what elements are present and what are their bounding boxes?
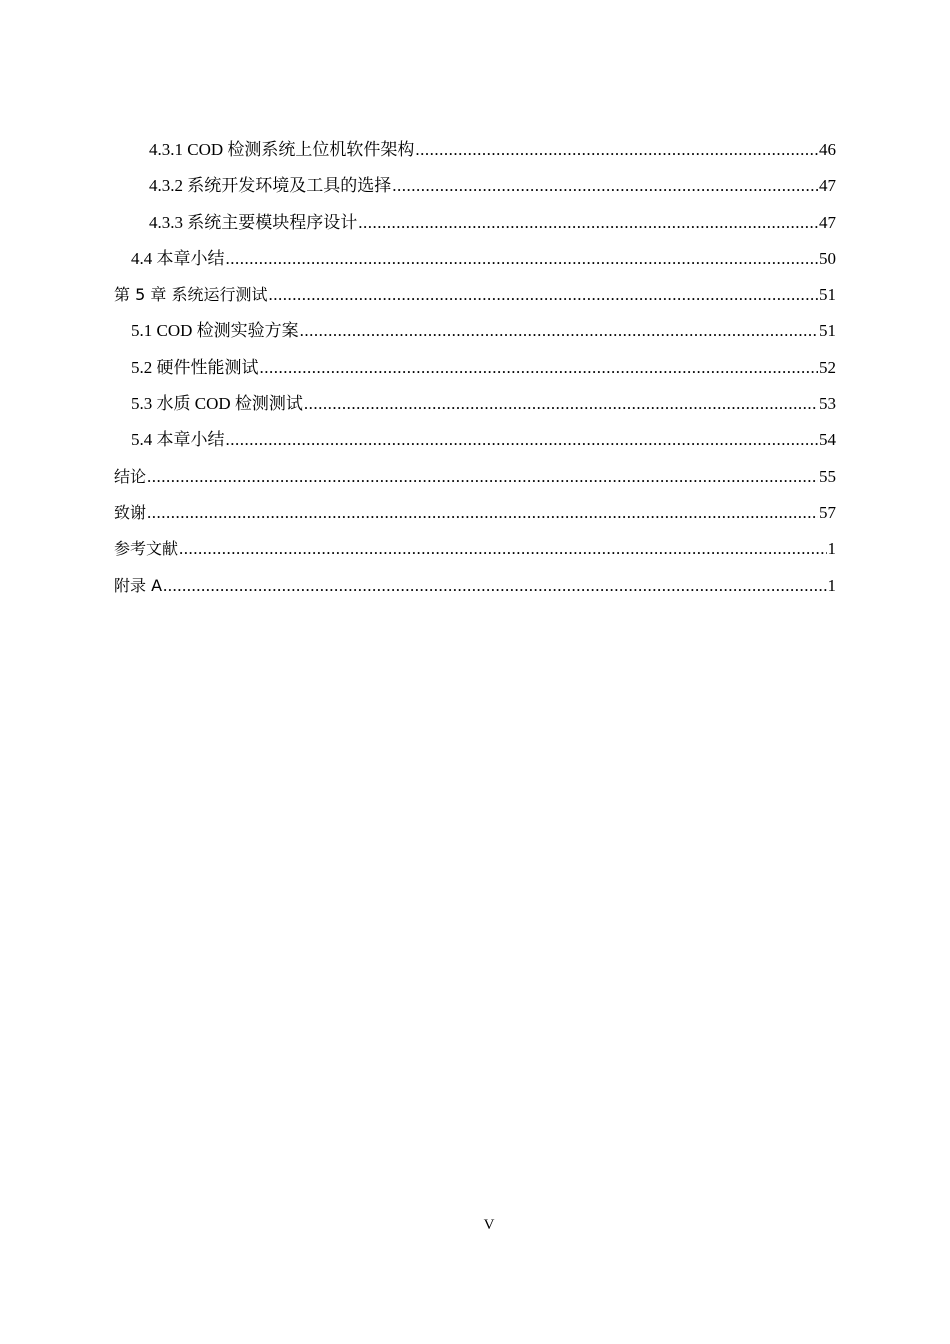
toc-leader-dots [268, 277, 818, 313]
toc-entry-title: 致谢 [114, 502, 147, 522]
toc-entry-page: 46 [819, 140, 836, 159]
toc-entry-4-3-1[interactable] [0, 132, 950, 168]
toc-leader-dots [304, 386, 818, 422]
toc-entry-title: 附录 A [114, 575, 163, 595]
toc-leader-dots [226, 241, 819, 277]
toc-entry-title: 结论 [114, 466, 147, 486]
toc-entry-page: 47 [819, 212, 836, 232]
toc-entry-page: 50 [819, 248, 836, 268]
toc-entry-page: 47 [819, 176, 836, 196]
toc-entry-page: 1 [827, 539, 836, 559]
toc-entry-chapter-5[interactable] [0, 277, 950, 313]
toc-leader-dots [415, 132, 818, 168]
table-of-contents [0, 132, 950, 604]
toc-entry-page: 57 [819, 502, 836, 522]
toc-leader-dots [179, 531, 826, 567]
toc-entry-page: 1 [827, 575, 836, 595]
toc-leader-dots [147, 459, 818, 495]
toc-leader-dots [147, 495, 818, 531]
toc-entry-4-4[interactable] [0, 241, 950, 277]
toc-leader-dots [358, 205, 818, 241]
toc-entry-page: 51 [819, 285, 836, 305]
toc-entry-5-1[interactable] [0, 313, 950, 349]
toc-entry-title: 5.1 COD 检测实验方案 [131, 321, 299, 341]
toc-entry-appendix-a[interactable] [0, 568, 950, 604]
toc-entry-page: 55 [819, 466, 836, 486]
toc-leader-dots [300, 313, 818, 349]
toc-entry-title: 5.3 水质 COD 检测测试 [131, 394, 303, 414]
toc-entry-title: 4.4 本章小结 [131, 248, 225, 268]
toc-entry-page: 53 [819, 394, 836, 414]
toc-leader-dots [392, 168, 818, 204]
toc-leader-dots [260, 350, 819, 386]
toc-entry-title: 4.3.2 系统开发环境及工具的选择 [149, 176, 392, 196]
toc-entry-5-2[interactable] [0, 350, 950, 386]
toc-leader-dots [226, 422, 819, 458]
toc-entry-title: 4.3.1 COD 检测系统上位机软件架构 [149, 140, 415, 159]
toc-entry-title: 4.3.3 系统主要模块程序设计 [149, 212, 358, 232]
toc-entry-references[interactable] [0, 531, 950, 567]
toc-entry-4-3-3[interactable] [0, 205, 950, 241]
toc-entry-title: 5.2 硬件性能测试 [131, 357, 259, 377]
toc-entry-title: 第 5 章 系统运行测试 [114, 285, 268, 305]
toc-leader-dots [163, 568, 826, 604]
toc-entry-5-3[interactable] [0, 386, 950, 422]
toc-entry-title: 5.4 本章小结 [131, 430, 225, 450]
toc-entry-5-4[interactable] [0, 422, 950, 458]
toc-entry-page: 54 [819, 430, 836, 450]
toc-entry-acknowledgements[interactable] [0, 495, 950, 531]
footer-page-number: V [483, 1217, 495, 1233]
toc-entry-4-3-2[interactable] [0, 168, 950, 204]
toc-entry-page: 51 [819, 321, 836, 341]
toc-entry-page: 52 [819, 357, 836, 377]
toc-entry-title: 参考文献 [114, 539, 179, 559]
toc-entry-conclusion[interactable] [0, 459, 950, 495]
